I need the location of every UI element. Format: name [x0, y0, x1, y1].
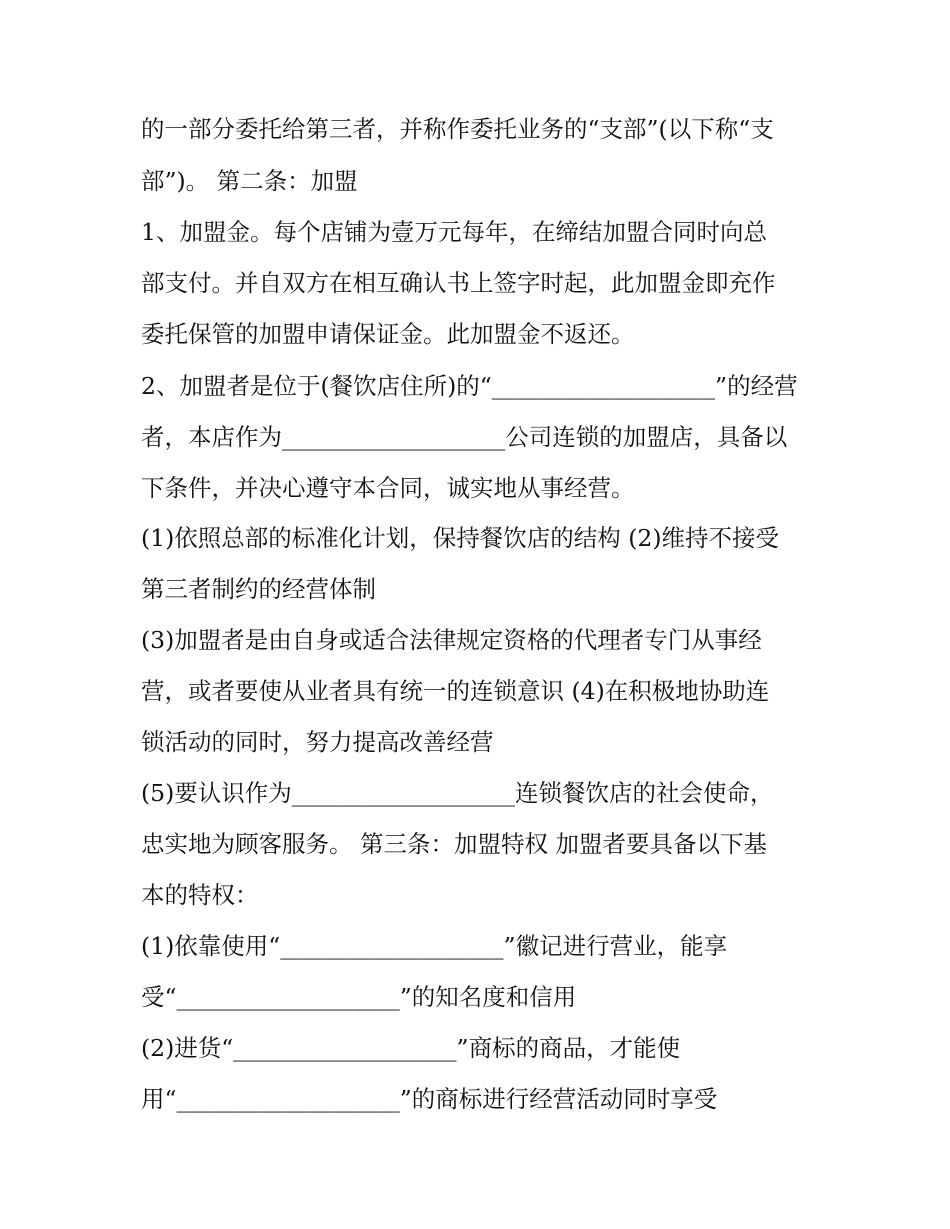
- text-line: 营，或者要使从业者具有统一的连锁意识 (4)在积极地协助连: [141, 677, 770, 705]
- text-line: 锁活动的同时，努力提高改善经营: [141, 728, 494, 756]
- text-line: 的一部分委托给第三者，并称作委托业务的“支部”(以下称“支: [141, 115, 774, 143]
- text-line: 本的特权：: [141, 881, 259, 909]
- text-line: (3)加盟者是由自身或适合法律规定资格的代理者专门从事经: [141, 626, 762, 654]
- text-line: (2)进货“___________________”商标的商品，才能使: [141, 1034, 681, 1062]
- text-line: (1)依靠使用“___________________”徽记进行营业，能享: [141, 932, 728, 960]
- text-line: 1、加盟金。每个店铺为壹万元每年，在缔结加盟合同时向总: [141, 218, 767, 246]
- text-line: 者，本店作为___________________公司连锁的加盟店，具备以: [141, 423, 788, 451]
- text-line: 下条件，并决心遵守本合同，诚实地从事经营。: [141, 474, 635, 502]
- text-line: 受“___________________”的知名度和信用: [141, 983, 577, 1011]
- text-line: 第三者制约的经营体制: [141, 575, 376, 603]
- text-line: (1)依照总部的标准化计划，保持餐饮店的结构 (2)维持不接受: [141, 524, 780, 552]
- text-line: (5)要认识作为___________________连锁餐饮店的社会使命，: [141, 779, 774, 807]
- text-line: 2、加盟者是位于(餐饮店住所)的“___________________”的经营: [141, 372, 798, 400]
- text-line: 部”)。 第二条：加盟: [141, 167, 358, 195]
- text-line: 委托保管的加盟申请保证金。此加盟金不返还。: [141, 320, 635, 348]
- text-line: 部支付。并自双方在相互确认书上签字时起，此加盟金即充作: [141, 269, 776, 297]
- text-line: 用“___________________”的商标进行经营活动同时享受: [141, 1085, 718, 1113]
- text-line: 忠实地为顾客服务。 第三条：加盟特权 加盟者要具备以下基: [141, 830, 767, 858]
